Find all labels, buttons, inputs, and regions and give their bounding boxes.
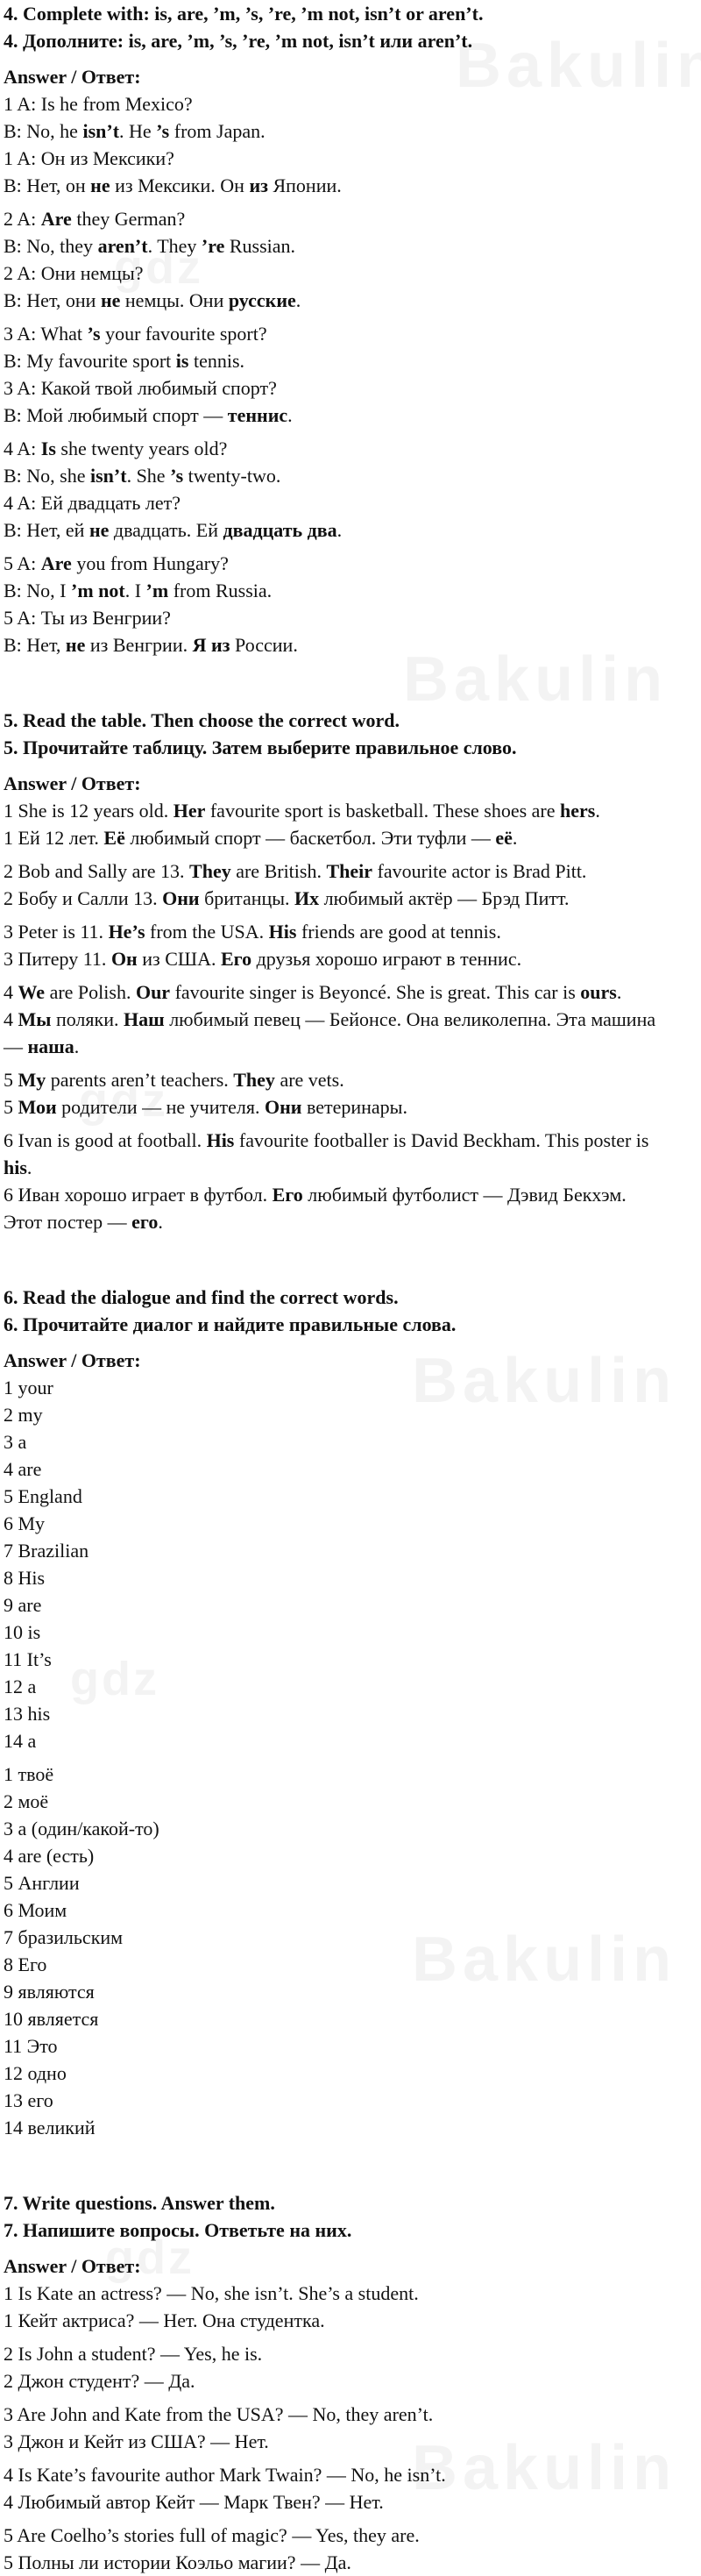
answer-label: Answer / Ответ: <box>4 66 141 88</box>
list-item: 12 одно <box>4 2062 67 2084</box>
bold-answer-word: ’m <box>145 580 169 601</box>
list-item: 11 It’s <box>4 1648 52 1670</box>
text-segment: 4 A: Ей двадцать лет? <box>4 492 181 514</box>
list-item: 9 are <box>4 1594 42 1616</box>
text-segment: . <box>26 1156 32 1178</box>
text-segment: 2 Джон студент? — Да. <box>4 2370 195 2392</box>
bold-answer-word: Его <box>272 1184 303 1206</box>
text-segment: 6 Иван хорошо играет в футбол. <box>4 1184 273 1206</box>
text-segment: favourite singer is Beyoncé. She is great. This car is <box>170 981 581 1003</box>
bold-answer-word: не <box>100 289 121 311</box>
answer-line <box>4 1154 697 1181</box>
section-spacer <box>4 1242 697 1284</box>
text-segment: you from Hungary? <box>71 552 229 574</box>
text-segment: любимый футболист — Дэвид Бекхэм. <box>302 1184 627 1206</box>
bold-answer-word: Они <box>162 887 200 909</box>
answer-item <box>4 978 697 1060</box>
text-segment: B: Нет, <box>4 634 66 656</box>
text-segment: 2 A: <box>4 208 41 230</box>
text-segment: поляки. <box>51 1008 124 1030</box>
answer-line <box>4 631 697 658</box>
text-segment: 3 Джон и Кейт из США? — Нет. <box>4 2430 269 2452</box>
list-item: 4 are <box>4 1458 42 1480</box>
text-segment: 2 Бобу и Салли 13. <box>4 887 163 909</box>
bold-answer-word: Мы <box>18 1008 52 1030</box>
exercise-heading: 5. Прочитайте таблицу. Затем выберите правильное слово. <box>4 737 517 758</box>
text-segment: . <box>158 1211 163 1233</box>
bold-answer-word: He’s <box>108 921 145 943</box>
text-segment: 3 A: What <box>4 323 88 345</box>
list-item: 3 a <box>4 1431 27 1453</box>
bold-answer-word: Он <box>110 948 138 970</box>
exercise-section <box>4 707 697 1235</box>
text-segment: favourite actor is Brad Pitt. <box>372 860 587 882</box>
answer-line <box>4 797 697 824</box>
text-segment: your favourite sport? <box>100 323 267 345</box>
bold-answer-word: не <box>65 634 86 656</box>
bold-answer-word: русские <box>228 289 296 311</box>
bold-answer-word: his <box>4 1156 27 1178</box>
bold-answer-word: His <box>206 1129 235 1151</box>
answer-line <box>4 435 697 462</box>
bold-answer-word: ’m not <box>71 580 125 601</box>
answer-item <box>4 1066 697 1121</box>
answer-label: Answer / Ответ: <box>4 772 141 794</box>
text-segment: Этот постер — <box>4 1211 132 1233</box>
text-segment: . <box>295 289 301 311</box>
bold-answer-word: ’s <box>87 323 101 345</box>
text-segment: 4 Is Kate’s favourite author Mark Twain? — No, he isn’t. <box>4 2464 446 2486</box>
answer-item <box>4 2340 697 2395</box>
text-segment: 5 <box>4 1096 18 1118</box>
text-segment: . <box>512 827 518 849</box>
text-segment: B: Нет, ей <box>4 519 89 541</box>
list-item: 6 Моим <box>4 1899 67 1921</box>
list-item: 14 великий <box>4 2117 96 2138</box>
exercise-heading: 6. Прочитайте диалог и найдите правильные слова. <box>4 1313 457 1335</box>
answer-item <box>4 435 697 544</box>
text-segment: 3 Peter is 11. <box>4 921 109 943</box>
text-segment: from Russia. <box>168 580 273 601</box>
exercise-section <box>4 1284 697 2141</box>
answer-line <box>4 1181 697 1208</box>
text-segment: 4 A: <box>4 438 41 459</box>
bold-answer-word: Её <box>103 827 125 849</box>
bold-answer-word: Are <box>40 552 72 574</box>
bold-answer-word: двадцать два <box>223 519 337 541</box>
text-segment: 1 Ей 12 лет. <box>4 827 104 849</box>
text-segment: . She <box>126 465 171 487</box>
bold-answer-word: is <box>175 350 189 372</box>
bold-answer-word: Я из <box>192 634 230 656</box>
answer-line <box>4 205 697 232</box>
list-item: 13 his <box>4 1703 51 1725</box>
bold-answer-word: My <box>18 1069 46 1091</box>
answer-line <box>4 2401 697 2428</box>
text-segment: 1 A: Он из Мексики? <box>4 147 174 169</box>
text-segment: 6 Ivan is good at football. <box>4 1129 207 1151</box>
list-item: 3 a (один/какой-то) <box>4 1818 159 1839</box>
answer-item <box>4 1127 697 1235</box>
answer-line <box>4 2488 697 2516</box>
text-segment: . He <box>119 120 157 142</box>
list-item: 1 your <box>4 1377 53 1398</box>
text-segment: 1 She is 12 years old. <box>4 800 173 822</box>
text-segment: из Мексики. Он <box>110 174 250 196</box>
answer-line <box>4 402 697 429</box>
list-item: 9 являются <box>4 1981 95 2003</box>
bold-answer-word: isn’t <box>90 465 127 487</box>
text-segment: are vets. <box>274 1069 344 1091</box>
text-segment: favourite footballer is David Beckham. This poster is <box>234 1129 649 1151</box>
text-segment: B: No, she <box>4 465 90 487</box>
text-segment: любимый певец — Бейонсе. Она великолепна. Эта машина <box>164 1008 656 1030</box>
text-segment: she twenty years old? <box>55 438 228 459</box>
answer-line <box>4 287 697 314</box>
answer-line <box>4 2340 697 2367</box>
text-segment: from Japan. <box>169 120 266 142</box>
answer-item <box>4 797 697 851</box>
answer-label: Answer / Ответ: <box>4 2255 141 2277</box>
answer-line <box>4 2428 697 2455</box>
list-item: 12 a <box>4 1676 37 1697</box>
text-segment: . They <box>147 235 202 257</box>
answer-line <box>4 232 697 260</box>
list-item: 11 Это <box>4 2035 58 2057</box>
text-segment: британцы. <box>199 887 295 909</box>
answer-line <box>4 577 697 604</box>
answer-line <box>4 824 697 851</box>
text-segment: tennis. <box>188 350 245 372</box>
answer-line <box>4 1033 697 1060</box>
answer-line <box>4 374 697 402</box>
text-segment: немцы. Они <box>120 289 229 311</box>
text-segment: B: No, they <box>4 235 98 257</box>
list-item: 5 England <box>4 1485 82 1507</box>
answer-item <box>4 918 697 972</box>
text-segment: 1 Is Kate an actress? — No, she isn’t. She’s a student. <box>4 2282 419 2304</box>
answer-line <box>4 260 697 287</box>
answer-line <box>4 978 697 1006</box>
answer-item <box>4 90 697 199</box>
text-segment: двадцать. Ей <box>109 519 223 541</box>
text-segment: 5 Полны ли истории Коэльо магии? — Да. <box>4 2551 351 2573</box>
list-item: 5 Англии <box>4 1872 80 1894</box>
text-segment: parents aren’t teachers. <box>46 1069 234 1091</box>
bold-answer-word: ’s <box>156 120 170 142</box>
answer-item <box>4 2461 697 2516</box>
bold-answer-word: Наш <box>124 1008 165 1030</box>
answer-line <box>4 172 697 199</box>
answer-item <box>4 205 697 314</box>
text-segment: 5 A: Ты из Венгрии? <box>4 607 171 629</box>
text-segment: любимый спорт — баскетбол. Эти туфли — <box>124 827 496 849</box>
answer-line <box>4 1127 697 1154</box>
exercise-heading: 6. Read the dialogue and find the correct words. <box>4 1286 399 1308</box>
bold-answer-word: isn’t <box>82 120 120 142</box>
text-segment: 1 A: Is he from Mexico? <box>4 93 193 115</box>
bold-answer-word: ours <box>580 981 617 1003</box>
answer-list <box>4 1374 697 1754</box>
bold-answer-word: Их <box>294 887 320 909</box>
answer-item <box>4 550 697 658</box>
exercise-section <box>4 0 697 658</box>
bold-answer-word: из <box>249 174 268 196</box>
answer-line <box>4 347 697 374</box>
bold-answer-word: Are <box>40 208 72 230</box>
answer-line <box>4 2307 697 2334</box>
text-segment: 5 Are Coelho’s stories full of magic? — Yes, they are. <box>4 2524 420 2546</box>
text-segment: из США. <box>137 948 221 970</box>
bold-answer-word: They <box>189 860 231 882</box>
text-segment: . <box>74 1035 80 1057</box>
text-segment: 4 Любимый автор Кейт — Марк Твен? — Нет. <box>4 2491 384 2513</box>
list-item: 7 Brazilian <box>4 1540 89 1562</box>
text-segment: twenty-two. <box>183 465 281 487</box>
text-segment: B: Нет, они <box>4 289 101 311</box>
text-segment: 5 A: <box>4 552 41 574</box>
bold-answer-word: aren’t <box>97 235 148 257</box>
answer-line <box>4 918 697 945</box>
text-segment: . <box>287 404 293 426</box>
list-item: 8 Его <box>4 1953 47 1975</box>
exercise-heading: 4. Дополните: is, are, ’m, ’s, ’re, ’m not, isn’t или aren’t. <box>4 30 473 52</box>
bold-answer-word: Her <box>173 800 206 822</box>
text-segment: they German? <box>71 208 186 230</box>
section-spacer <box>4 665 697 707</box>
text-segment: Японии. <box>267 174 342 196</box>
answer-line <box>4 2549 697 2576</box>
text-segment: B: No, I <box>4 580 71 601</box>
text-segment: родители — не учителя. <box>56 1096 265 1118</box>
list-item: 6 My <box>4 1512 46 1534</box>
answer-line <box>4 320 697 347</box>
answer-item <box>4 2280 697 2334</box>
answer-line <box>4 2367 697 2395</box>
bold-answer-word: Они <box>264 1096 302 1118</box>
bold-answer-word: Мои <box>18 1096 57 1118</box>
answer-line <box>4 945 697 972</box>
text-segment: 4 <box>4 1008 18 1030</box>
answer-item <box>4 320 697 429</box>
text-segment: . <box>616 981 622 1003</box>
text-segment: любимый актёр — Брэд Питт. <box>319 887 570 909</box>
bold-answer-word: ’re <box>201 235 225 257</box>
answer-line <box>4 1066 697 1093</box>
answer-line <box>4 2280 697 2307</box>
list-item: 13 его <box>4 2089 53 2111</box>
list-item: 1 твоё <box>4 1763 54 1785</box>
list-item: 2 моё <box>4 1790 49 1812</box>
answer-line <box>4 145 697 172</box>
text-segment: from the USA. <box>145 921 269 943</box>
list-item: 8 His <box>4 1567 46 1589</box>
answer-label: Answer / Ответ: <box>4 1349 141 1371</box>
bold-answer-word: Our <box>135 981 171 1003</box>
list-item: 14 a <box>4 1730 37 1752</box>
text-segment: 2 Is John a student? — Yes, he is. <box>4 2343 263 2365</box>
bold-answer-word: теннис <box>227 404 288 426</box>
text-segment: 2 Bob and Sally are 13. <box>4 860 190 882</box>
text-segment: favourite sport is basketball. These shoes are <box>205 800 561 822</box>
text-segment: 3 Are John and Kate from the USA? — No, they aren’t. <box>4 2403 434 2425</box>
bold-answer-word: Его <box>220 948 252 970</box>
answer-item <box>4 2401 697 2455</box>
bold-answer-word: не <box>89 519 110 541</box>
list-item: 4 are (есть) <box>4 1845 95 1867</box>
answer-line <box>4 1093 697 1121</box>
bold-answer-word: Is <box>40 438 56 459</box>
answer-line <box>4 1006 697 1033</box>
text-segment: friends are good at tennis. <box>296 921 501 943</box>
exercise-section <box>4 2189 697 2576</box>
answer-line <box>4 1208 697 1235</box>
bold-answer-word: We <box>18 981 46 1003</box>
bold-answer-word: ’s <box>170 465 184 487</box>
bold-answer-word: не <box>90 174 110 196</box>
text-segment: 5 <box>4 1069 18 1091</box>
list-item: 2 my <box>4 1404 43 1426</box>
text-segment: Russian. <box>224 235 296 257</box>
text-segment: are British. <box>230 860 327 882</box>
text-segment: . <box>336 519 343 541</box>
text-segment: 4 <box>4 981 18 1003</box>
bold-answer-word: наша <box>27 1035 74 1057</box>
text-segment: из Венгрии. <box>85 634 193 656</box>
answer-line <box>4 90 697 117</box>
bold-answer-word: Their <box>326 860 373 882</box>
exercise-heading: 7. Напишите вопросы. Ответьте на них. <box>4 2219 352 2241</box>
text-segment: друзья хорошо играют в теннис. <box>251 948 522 970</box>
bold-answer-word: They <box>233 1069 275 1091</box>
answer-line <box>4 604 697 631</box>
section-spacer <box>4 2147 697 2189</box>
answer-line <box>4 857 697 885</box>
bold-answer-word: его <box>131 1211 159 1233</box>
text-segment: 3 Питеру 11. <box>4 948 111 970</box>
bold-answer-word: её <box>495 827 513 849</box>
exercise-heading: 5. Read the table. Then choose the correct word. <box>4 709 400 731</box>
list-item: 7 бразильским <box>4 1926 124 1948</box>
text-segment: 1 Кейт актриса? — Нет. Она студентка. <box>4 2309 325 2331</box>
answer-item <box>4 857 697 912</box>
list-item: 10 is <box>4 1621 41 1643</box>
answer-line <box>4 462 697 489</box>
answer-line <box>4 885 697 912</box>
bold-answer-word: His <box>268 921 297 943</box>
text-segment: B: No, he <box>4 120 83 142</box>
bold-answer-word: hers <box>560 800 596 822</box>
text-segment: B: My favourite sport <box>4 350 176 372</box>
exercise-heading: 4. Complete with: is, are, ’m, ’s, ’re, ’m not, isn’t or aren’t. <box>4 3 484 25</box>
text-segment: 2 A: Они немцы? <box>4 262 144 284</box>
text-segment: 3 A: Какой твой любимый спорт? <box>4 377 277 399</box>
text-segment: are Polish. <box>45 981 136 1003</box>
text-segment: ветеринары. <box>301 1096 407 1118</box>
text-segment: России. <box>230 634 298 656</box>
text-segment: B: Нет, он <box>4 174 91 196</box>
answer-list <box>4 1761 697 2141</box>
answer-line <box>4 550 697 577</box>
answer-line <box>4 2461 697 2488</box>
answer-line <box>4 516 697 544</box>
answer-line <box>4 489 697 516</box>
list-item: 10 является <box>4 2008 99 2030</box>
exercise-heading: 7. Write questions. Answer them. <box>4 2192 275 2214</box>
answer-line <box>4 2522 697 2549</box>
text-segment: B: Мой любимый спорт — <box>4 404 228 426</box>
text-segment: . <box>595 800 600 822</box>
answer-line <box>4 117 697 145</box>
text-segment: . I <box>124 580 146 601</box>
text-segment: — <box>4 1035 28 1057</box>
